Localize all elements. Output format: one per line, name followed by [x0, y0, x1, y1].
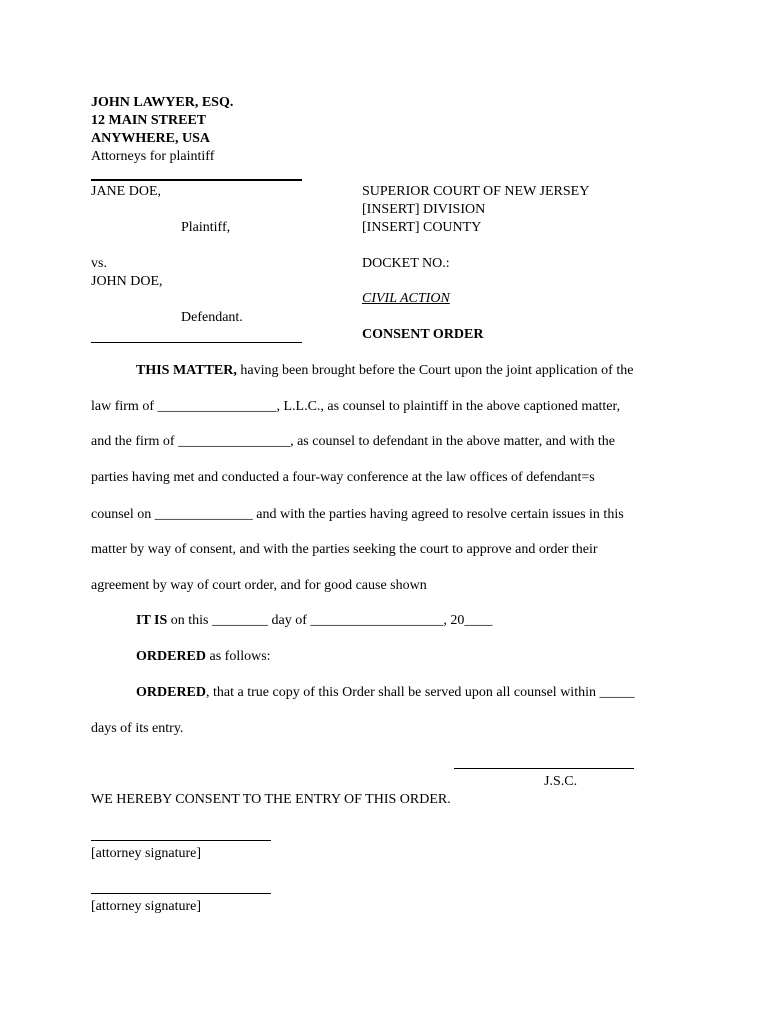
defendant-name: JOHN DOE, [91, 274, 163, 289]
body-line-2: law firm of _________________, L.L.C., as counsel to plaintiff in the above captioned matter, [91, 399, 621, 414]
body-line-3: and the firm of ________________, as counsel to defendant in the above matter, and with the [91, 434, 615, 449]
ordered-copy-cont: days of its entry. [91, 721, 184, 736]
firm-role: Attorneys for plaintiff [91, 149, 215, 164]
versus-label: vs. [91, 256, 107, 271]
body-line-5: counsel on ______________ and with the parties having agreed to resolve certain issues in this [91, 507, 624, 522]
court-county: [INSERT] COUNTY [362, 220, 482, 235]
judge-signature-line [454, 768, 634, 769]
ordered-lead: ORDERED [136, 649, 207, 664]
court-name: SUPERIOR COURT OF NEW JERSEY [362, 184, 590, 199]
body-line-1-text: having been brought before the Court upon the joint application of the [236, 363, 634, 378]
ordered-copy-lead: ORDERED [136, 685, 207, 700]
ordered-line [136, 648, 271, 666]
it-is-line [136, 612, 492, 630]
this-matter-lead: THIS MATTER, [136, 363, 237, 378]
caption-bottom-rule [91, 342, 302, 343]
attorney-signature-label-2: [attorney signature] [91, 899, 202, 914]
document-title: CONSENT ORDER [362, 327, 484, 342]
defendant-label: Defendant. [181, 310, 243, 325]
body-line-1 [136, 362, 633, 380]
court-division: [INSERT] DIVISION [362, 202, 486, 217]
plaintiff-label: Plaintiff, [181, 220, 231, 235]
ordered-text: as follows: [206, 649, 271, 664]
body-line-4: parties having met and conducted a four-way conference at the law offices of defendant=s [91, 470, 595, 485]
attorney-signature-label-1: [attorney signature] [91, 846, 202, 861]
ordered-copy-text: , that a true copy of this Order shall be served upon all counsel within _____ [206, 685, 635, 700]
firm-street: 12 MAIN STREET [91, 113, 207, 128]
ordered-copy-line [136, 684, 634, 702]
it-is-lead: IT IS [136, 613, 168, 628]
it-is-text: on this ________ day of ___________________, 20____ [167, 613, 493, 628]
attorney-signature-line-2 [91, 893, 271, 894]
docket-number: DOCKET NO.: [362, 256, 450, 271]
caption-top-rule [91, 179, 302, 181]
consent-statement: WE HEREBY CONSENT TO THE ENTRY OF THIS ORDER. [91, 792, 451, 807]
firm-city: ANYWHERE, USA [91, 131, 211, 146]
action-type: CIVIL ACTION [362, 291, 450, 306]
body-line-7: agreement by way of court order, and for good cause shown [91, 578, 427, 593]
plaintiff-name: JANE DOE, [91, 184, 161, 199]
body-line-6: matter by way of consent, and with the parties seeking the court to approve and order their [91, 542, 598, 557]
attorney-signature-line-1 [91, 840, 271, 841]
firm-name: JOHN LAWYER, ESQ. [91, 95, 234, 110]
judge-label: J.S.C. [544, 774, 578, 789]
